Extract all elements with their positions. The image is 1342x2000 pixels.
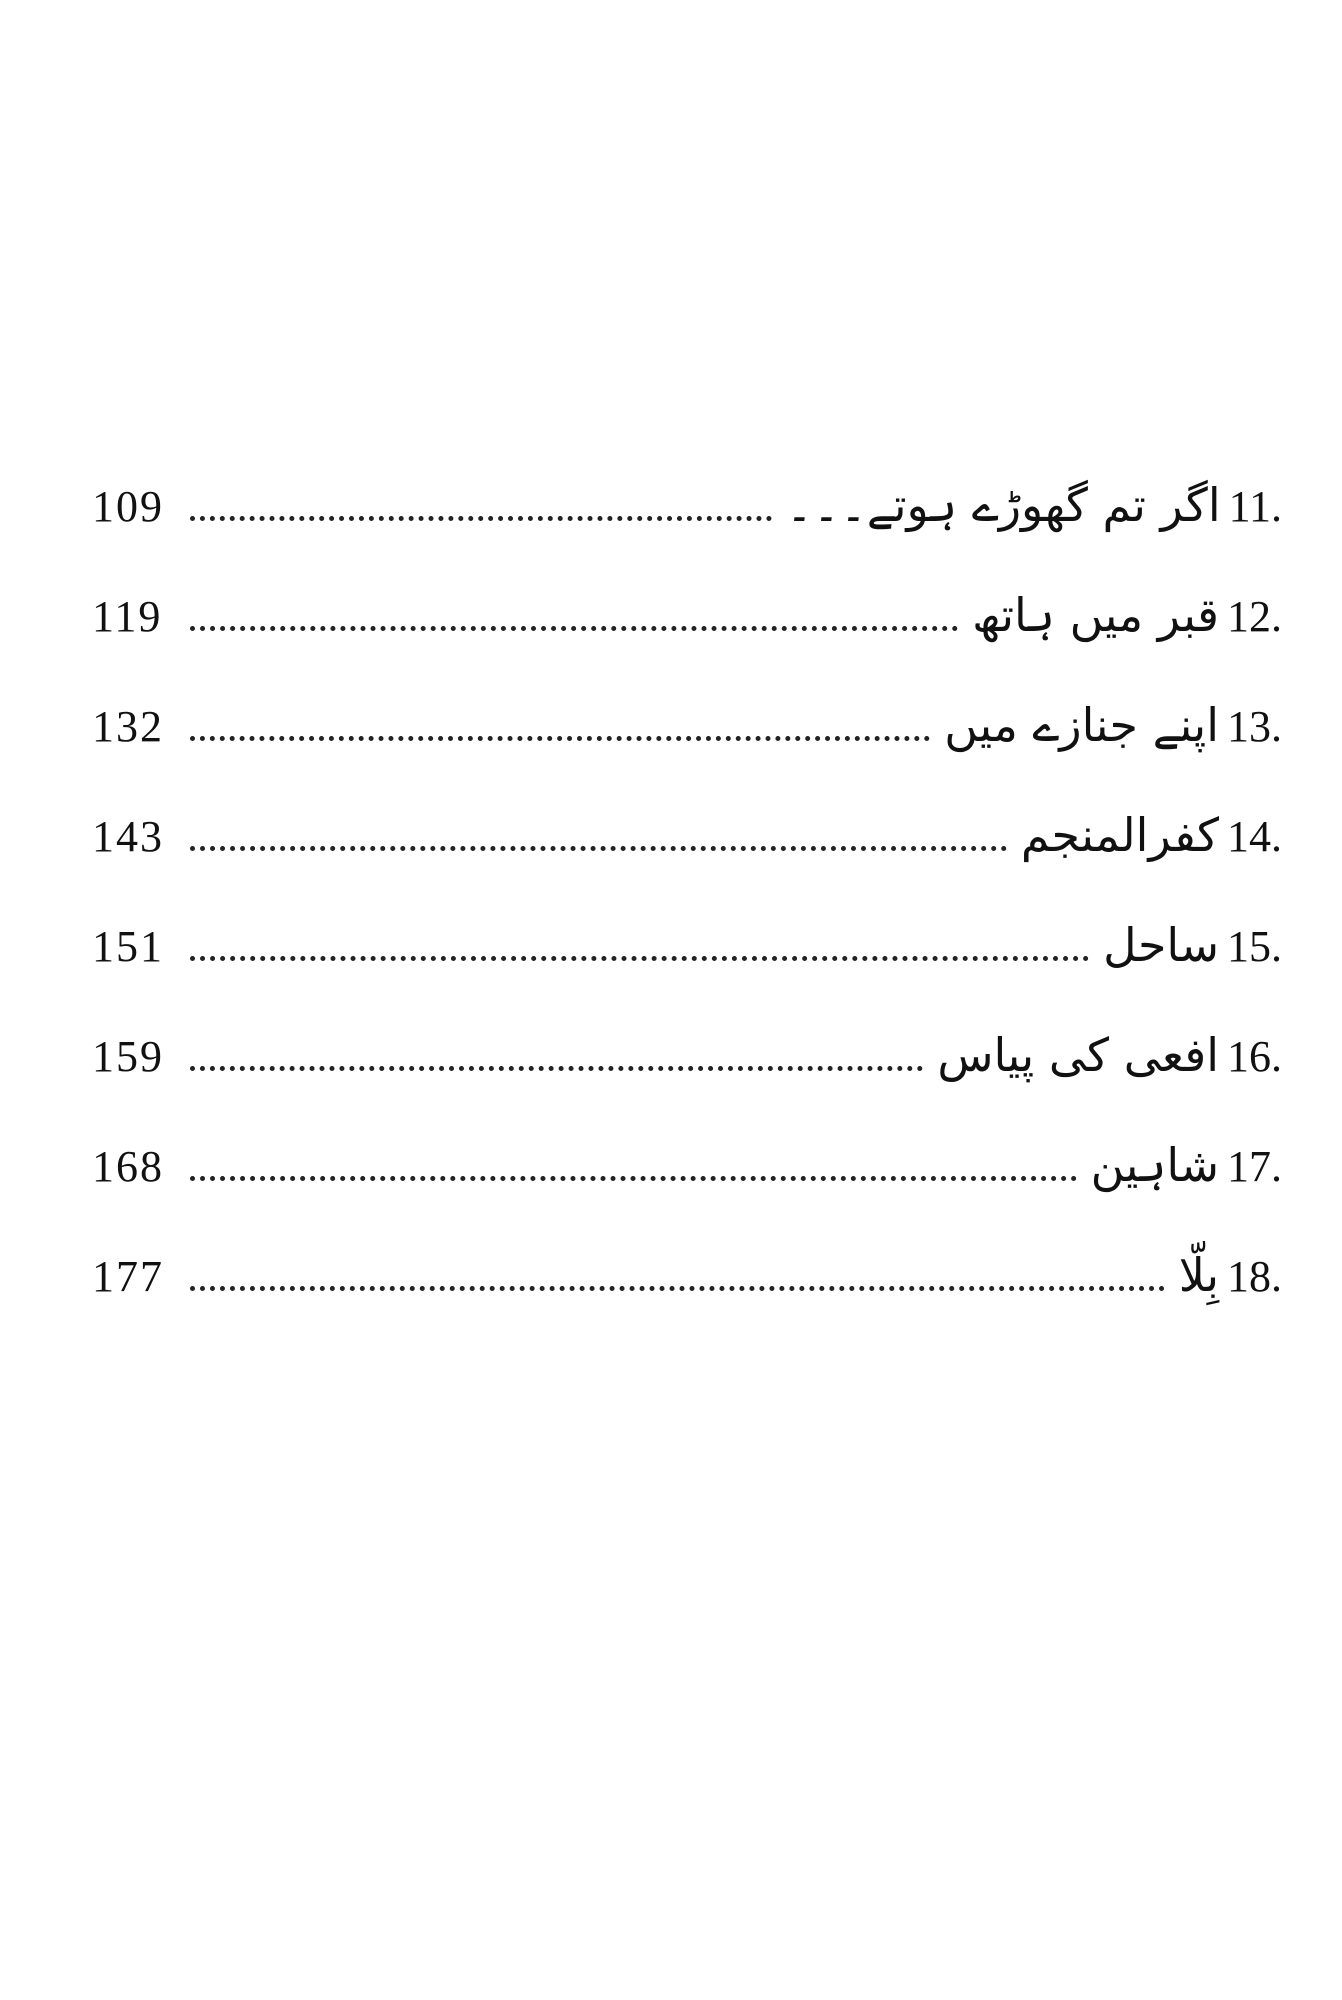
toc-entry (944, 698, 1282, 755)
dot-leader (190, 1066, 923, 1071)
toc-title: افعی کی پیاس (937, 1027, 1219, 1082)
toc-page-number: 168 (92, 1142, 164, 1191)
dot-leader (190, 1286, 1165, 1291)
toc-number: 15. (1227, 922, 1282, 971)
toc-row[interactable] (92, 645, 1282, 755)
toc-page-number: 151 (92, 922, 164, 971)
toc-page-number: 177 (92, 1252, 164, 1301)
toc-title: اگر تم گھوڑے ہوتے۔۔۔ (785, 477, 1221, 532)
toc-title: شاہین (1090, 1137, 1219, 1192)
dot-leader (190, 736, 930, 741)
toc-page-number: 119 (92, 592, 163, 641)
toc-row[interactable] (92, 865, 1282, 975)
dot-leader (190, 516, 772, 521)
toc-row[interactable] (92, 975, 1282, 1085)
toc-title: کفرالمنجم (1020, 807, 1219, 862)
toc-title: ساحل (1103, 917, 1219, 972)
toc-row[interactable] (92, 425, 1282, 535)
dot-leader (190, 956, 1089, 961)
toc-entry (1179, 1248, 1282, 1305)
toc-entry (937, 1028, 1282, 1085)
toc-page-number: 159 (92, 1032, 164, 1081)
toc-number: 18. (1227, 1252, 1282, 1301)
toc-number: 11. (1228, 482, 1282, 531)
toc-number: 12. (1227, 592, 1282, 641)
toc-row[interactable] (92, 535, 1282, 645)
toc-page-number: 132 (92, 702, 164, 751)
dot-leader (190, 626, 958, 631)
toc-entry (1021, 808, 1282, 865)
toc-row[interactable] (92, 755, 1282, 865)
toc-row[interactable] (92, 1195, 1282, 1305)
toc-page-number: 109 (92, 482, 164, 531)
toc-number: 13. (1227, 702, 1282, 751)
toc-number: 14. (1227, 812, 1282, 861)
toc-number: 17. (1227, 1142, 1282, 1191)
toc-entry (786, 478, 1282, 535)
toc-entry (1091, 1138, 1282, 1195)
toc-entry (972, 588, 1282, 645)
dot-leader (190, 1176, 1077, 1181)
toc-number: 16. (1227, 1032, 1282, 1081)
toc-page-number: 143 (92, 812, 164, 861)
toc-title: قبر میں ہاتھ (972, 587, 1219, 642)
table-of-contents (92, 425, 1282, 1305)
toc-title: بِلّا (1178, 1247, 1219, 1302)
dot-leader (190, 846, 1007, 851)
toc-row[interactable] (92, 1085, 1282, 1195)
toc-entry (1103, 918, 1282, 975)
toc-title: اپنے جنازے میں (944, 697, 1219, 752)
